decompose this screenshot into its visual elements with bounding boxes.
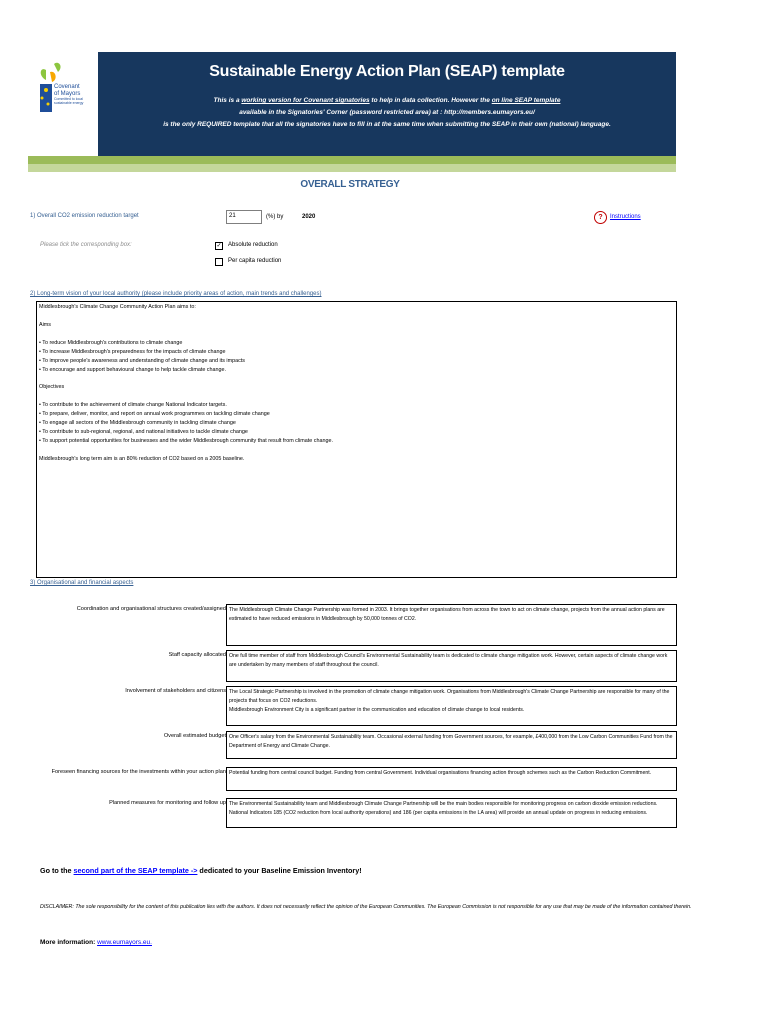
online-seap-template-link[interactable]: on line SEAP template (491, 97, 561, 104)
green-stripe-dark (28, 156, 676, 164)
vision-line (39, 374, 674, 383)
per-capita-reduction-checkbox[interactable] (215, 258, 223, 266)
absolute-reduction-checkbox[interactable]: ✓ (216, 243, 222, 249)
org-row-value[interactable]: The Local Strategic Partnership is involved in the promotion of climate change mitigation work. Organisations from Middlesbrough's Climate Change Partnership are responsible for many of the projects that focus on CO2 reductions. Middlesbrough Environment City is a significant partner in the communication and education of climate change to local residents. (226, 686, 677, 726)
green-stripe-light (28, 164, 676, 172)
target-label: 1) Overall CO2 emission reduction target (30, 213, 139, 219)
vision-label: 2) Long-term vision of your local authority (please include priority areas of action, main trends and challenges) (30, 291, 322, 297)
absolute-reduction-label: Absolute reduction (228, 242, 278, 248)
more-information: More information: www.eumayors.eu. (40, 939, 152, 946)
header-line-2: available in the Signatories' Corner (password restricted area) at : http://members.eumayors.eu/ (239, 109, 535, 116)
vision-line: • To encourage and support behavioural change to help tackle climate change. (39, 366, 226, 373)
vision-line (39, 312, 674, 321)
vision-line: • To engage all sectors of the Middlesbrough community in tackling climate change (39, 420, 236, 427)
header-line-3: is the only REQUIRED template that all the signatories have to fill in at the same time when submitting the SEAP in their own (national) language. (163, 121, 611, 128)
vision-line: • To increase Middlesbrough's preparedness for the impacts of climate change (39, 348, 226, 355)
target-percent-input[interactable]: 21 (226, 210, 262, 224)
vision-line: • To support potential opportunities for businesses and the wider Middlesbrough community that result from climate change. (39, 437, 333, 444)
org-row-label: Coordination and organisational structures created/assigned (76, 606, 226, 612)
org-row-value[interactable]: The Environmental Sustainability team and Middlesbrough Climate Change Partnership will be the main bodies responsible for monitoring progress on carbon dioxide emission reductions. National Indicators 185 (CO2 reduction from local authority operations) and 186 (per capita emissions in the LA area) will provide an annual update on progress in reducing emissions. (226, 798, 677, 828)
logo-text: Covenant of Mayors Committed to local sustainable energy (54, 84, 84, 105)
vision-text-area[interactable] (36, 301, 677, 578)
disclaimer: DISCLAIMER: The sole responsibility for the content of this publication lies with the authors. It does not necessarily reflect the opinion of the European Communities. The European Commission is not responsible for any use that may be made of the information contained therein. (40, 904, 692, 910)
org-row-label: Involvement of stakeholders and citizens (125, 688, 226, 694)
goto-next-part: Go to the second part of the SEAP template -> dedicated to your Baseline Emission Inventory! (40, 866, 362, 875)
vision-line: • To contribute to the achievement of climate change National Indicator targets. (39, 402, 227, 409)
org-row-staff (36, 650, 677, 682)
vision-line: • To improve people's awareness and understanding of climate change and its impacts (39, 357, 245, 364)
eumayors-link[interactable]: www.eumayors.eu. (97, 939, 152, 946)
org-row-label: Planned measures for monitoring and follow up (109, 800, 226, 806)
org-row-monitoring (36, 798, 677, 828)
help-icon[interactable]: ? (594, 211, 607, 224)
template-header (98, 52, 676, 156)
logo-graphic-icon (28, 58, 98, 156)
target-unit: (%) by (266, 214, 284, 220)
covenant-of-mayors-logo (28, 58, 98, 156)
vision-line (39, 330, 674, 339)
vision-line: Aims (39, 321, 51, 328)
org-row-value[interactable]: One Officer's salary from the Environmental Sustainability team. Occasional external funding from Government sources, for example, £400,000 from the Low Carbon Communities Fund from the Department of Energy and Climate Change. (226, 731, 677, 759)
org-row-label: Overall estimated budget (163, 733, 226, 739)
org-row-budget (36, 731, 677, 759)
org-row-label: Foreseen financing sources for the investments within your action plan (51, 769, 226, 775)
vision-line: • To prepare, deliver, monitor, and report on annual work programmes on tackling climate change (39, 411, 270, 418)
vision-line: Middlesbrough's Climate Change Community Action Plan aims to: (39, 304, 196, 310)
vision-line (39, 446, 674, 455)
org-row-stakeholders (36, 686, 677, 726)
second-part-link[interactable]: second part of the SEAP template -> (73, 866, 198, 875)
vision-line: • To contribute to sub-regional, regional, and national initiatives to tackle climate change (39, 429, 248, 436)
section-title: OVERALL STRATEGY (300, 179, 400, 190)
org-label: 3) Organisational and financial aspects (30, 580, 134, 586)
org-row-label: Staff capacity allocated (168, 652, 226, 658)
org-row-value[interactable]: One full time member of staff from Middlesbrough Council's Environmental Sustainability team is dedicated to climate change mitigation work. However, certain aspects of climate change work are undertaken by many members of staff throughout the council. (226, 650, 677, 682)
vision-line: • To reduce Middlesbrough's contributions to climate change (39, 339, 183, 346)
page-title: Sustainable Energy Action Plan (SEAP) template (209, 63, 565, 80)
org-row-coordination (36, 604, 677, 646)
per-capita-reduction-label: Per capita reduction (228, 258, 282, 264)
vision-line: Middlesbrough's long term aim is an 80% reduction of CO2 based on a 2005 baseline. (39, 455, 245, 462)
instructions-link[interactable]: Instructions (610, 214, 641, 220)
vision-line (39, 392, 674, 401)
org-row-value[interactable]: Potential funding from central council budget. Funding from central Government. Individual organisations financing action through schemes such as the Carbon Reduction Commitment. (226, 767, 677, 791)
target-year: 2020 (302, 214, 316, 220)
covenant-signatories-link[interactable]: working version for Covenant signatories (241, 97, 370, 104)
org-row-value[interactable]: The Middlesbrough Climate Change Partnership was formed in 2003. It brings together organisations from across the town to act on climate change, projects from the annual action plans are estimated to have reduced emissions in Middlesbrough by 50,000 tonnes of CO2. (226, 604, 677, 646)
header-intro-line: This is a working version for Covenant signatories to help in data collection. However the on line SEAP template (213, 97, 561, 104)
vision-line: Objectives (39, 384, 65, 391)
org-row-financing (36, 767, 677, 791)
tick-prompt: Please tick the corresponding box: (40, 242, 132, 248)
